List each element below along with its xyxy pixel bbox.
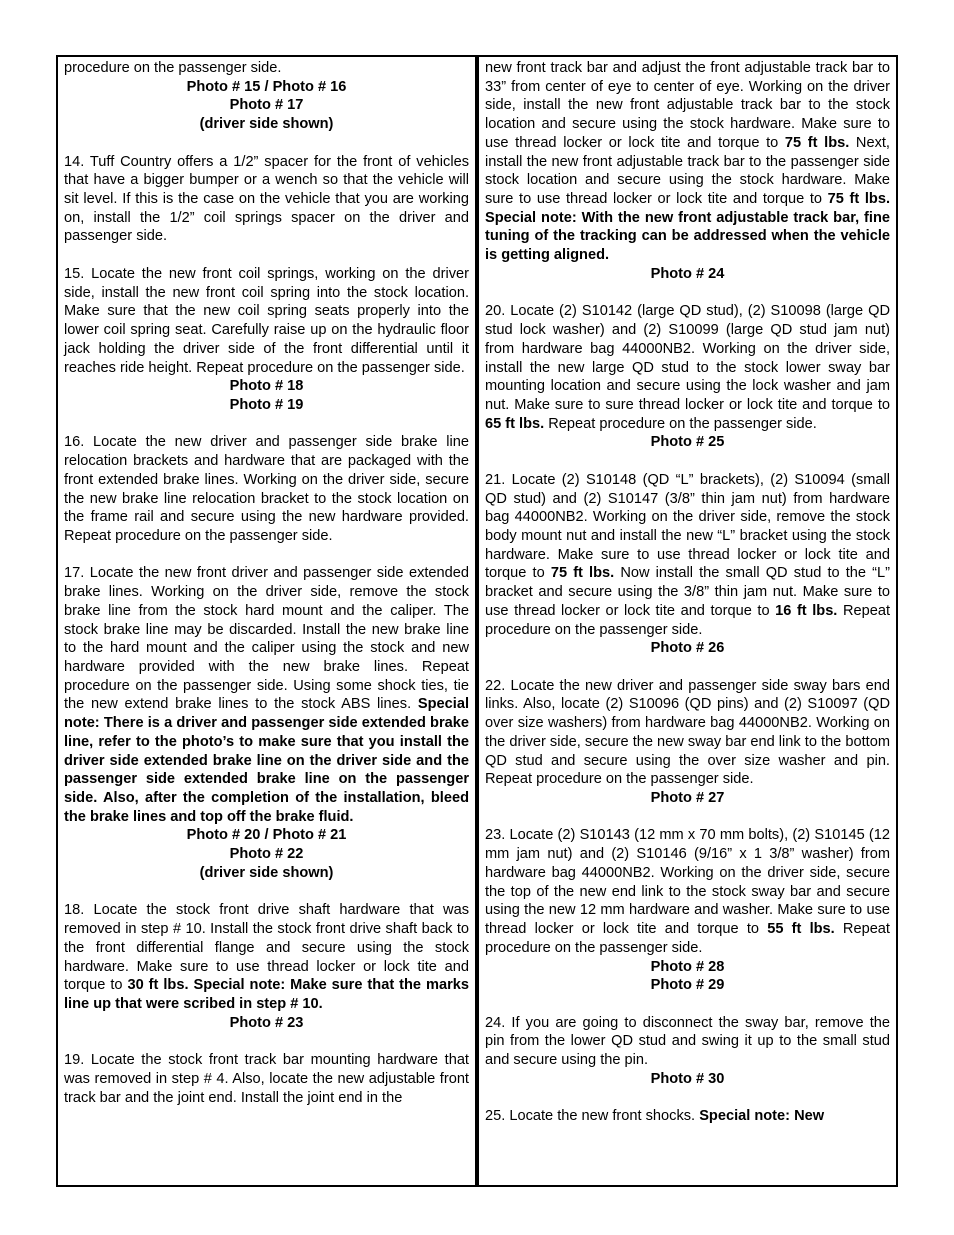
section-19-continued xyxy=(485,59,890,284)
step-18-torque: 30 ft lbs. xyxy=(127,977,189,994)
photo-caption: Photo # 15 / Photo # 16 xyxy=(186,78,347,95)
left-column xyxy=(64,59,469,1107)
section-24 xyxy=(485,1014,890,1089)
photo-caption: Photo # 26 xyxy=(650,640,725,657)
step-25 xyxy=(485,1107,890,1126)
special-note: Special note: With the new front adjustable track bar, fine tuning of the tracking can be addressed when the vehicle is getting aligned. xyxy=(485,209,890,264)
photo-caption: Photo # 27 xyxy=(650,790,725,807)
step-21-end: Repeat procedure on the passenger side. xyxy=(485,602,890,638)
photo-caption: Photo # 20 / Photo # 21 xyxy=(186,827,347,844)
continued-text-b: Next, install the new front adjustable track bar to the passenger side stock location and secure using the stock hardware. Make sure to use thread locker or lock tite and torque to xyxy=(485,134,890,208)
step-21-torque-2: 16 ft lbs. xyxy=(775,602,838,619)
photo-caption: Photo # 30 xyxy=(650,1070,725,1087)
step-21-torque-1: 75 ft lbs. xyxy=(550,565,615,582)
section-18 xyxy=(64,901,469,1032)
step-14: 14. Tuff Country offers a 1/2” spacer for the front of vehicles that have a bigger bumper or a wench so that the vehicle will sit level. If this is the case on the vehicle that you are working on, install the 1/2” coil springs spacer on the driver and passenger side. xyxy=(64,153,469,245)
continued-text-a: new front track bar and adjust the front adjustable track bar to 33” from center of eye to center of eye. Working on the driver side, install the new front adjustable track bar to the stock location and secure using the stock hardware. Make sure to use thread locker or lock tite and torque to xyxy=(485,60,890,151)
section-23 xyxy=(485,826,890,994)
step-21-mid: Now install the small QD stud to the “L” bracket and secure using the 3/8” thin jam nut. Make sure to use thread locker or lock tite and torque to xyxy=(485,565,890,619)
continued-text xyxy=(485,59,890,265)
step-19: 19. Locate the stock front track bar mounting hardware that was removed in step # 4. Also, locate the new adjustable front track bar and the joint end. Install the joint end in the xyxy=(64,1052,469,1106)
section-21 xyxy=(485,471,890,658)
section-17 xyxy=(64,564,469,882)
step-17-note: Special note: There is a driver and passenger side extended brake line, refer to the photo’s to make sure that you install the driver side extended brake line on the driver side and the passenger side extended brake line on the passenger side. Also, after the completion of the installation, bleed the brake lines and top off the brake fluid. xyxy=(64,696,469,825)
torque-value: 75 ft lbs. xyxy=(784,134,850,151)
step-23 xyxy=(485,826,890,957)
step-23-torque: 55 ft lbs. xyxy=(767,921,835,938)
section-continued xyxy=(64,59,469,134)
photo-caption: Photo # 22 xyxy=(229,846,304,863)
step-16: 16. Locate the new driver and passenger side brake line relocation brackets and hardware that are packaged with the front extended brake lines. Working on the driver side, secure the new brake line relocation bracket to the stock location on the frame rail and secure using the new hardware provided. Repeat procedure on the passenger side. xyxy=(64,434,469,544)
section-15 xyxy=(64,265,469,415)
photo-caption: Photo # 29 xyxy=(650,977,725,994)
step-17-text: 17. Locate the new front driver and passenger side extended brake lines. Working on the driver side, remove the stock brake line from the stock hard mount and the caliper. The stock brake line may be discarded. Install the new brake line to the hard mount and the caliper using the stock and new hardware provided with the new brake lines. Repeat procedure on the passenger side. Using some shock ties, tie the new extend brake lines to the stock ABS lines. xyxy=(64,565,469,713)
step-24: 24. If you are going to disconnect the sway bar, remove the pin from the lower QD stud and swing it up to the small stud and secure using the pin. xyxy=(485,1014,890,1069)
step-22: 22. Locate the new driver and passenger side sway bars end links. Also, locate (2) S10096 (QD pins) and (2) S10097 (QD over size washers) from hardware bag 44000NB2. Working on the driver side, secure the new sway bar end link to the bottom QD stud and secure using the over size washer and pin. Repeat procedure on the passenger side. xyxy=(485,677,890,788)
photo-caption: Photo # 23 xyxy=(229,1014,304,1031)
step-18 xyxy=(64,901,469,1013)
photo-caption: Photo # 17 xyxy=(229,97,304,114)
photo-caption: Photo # 25 xyxy=(650,434,725,451)
photo-caption: Photo # 24 xyxy=(650,265,725,282)
torque-value: 75 ft lbs. xyxy=(827,191,890,208)
step-21 xyxy=(485,471,890,639)
photo-caption: (driver side shown) xyxy=(199,116,334,133)
section-20 xyxy=(485,302,890,452)
step-18-text: 18. Locate the stock front drive shaft hardware that was removed in step # 10. Install the stock front drive shaft back to the front differential flange and secure using the stock hardware. Make sure to use thread locker or lock tite and torque to xyxy=(64,902,469,994)
photo-caption: Photo # 18 xyxy=(229,378,304,395)
column-divider xyxy=(475,55,479,1187)
step-20 xyxy=(485,302,890,433)
photo-caption: Photo # 19 xyxy=(229,396,304,413)
step-17 xyxy=(64,564,469,826)
step-20-end: Repeat procedure on the passenger side. xyxy=(548,415,817,432)
step-20-torque: 65 ft lbs. xyxy=(485,415,545,432)
step-15: 15. Locate the new front coil springs, working on the driver side, install the new front coil spring into the stock location. Make sure that the new coil spring seats properly into the lower coil spring seat. Carefully raise up on the hydraulic floor jack holding the driver side of the front differential until it reaches ride height. Repeat procedure on the passenger side. xyxy=(64,265,469,376)
photo-caption: (driver side shown) xyxy=(199,864,334,881)
step-18-note: Special note: Make sure that the marks line up that were scribed in step # 10. xyxy=(64,977,470,1012)
continued-text: procedure on the passenger side. xyxy=(64,60,282,76)
photo-caption: Photo # 28 xyxy=(650,958,725,975)
step-20-text: 20. Locate (2) S10142 (large QD stud), (2) S10098 (large QD stud lock washer) and (2) S10099 (large QD stud jam nut) from hardware bag 44000NB2. Working on the driver side, install the new large QD stud to the stock lower sway bar mounting location and secure using the lock washer and jam nut. Make sure to sure thread locker or lock tite and torque to xyxy=(485,303,890,413)
right-column xyxy=(485,59,890,1126)
section-22 xyxy=(485,677,890,808)
step-23-text: 23. Locate (2) S10143 (12 mm x 70 mm bolts), (2) S10145 (12 mm jam nut) and (2) S10146 (9/16” x 1 3/8” washer) from hardware bag 44000NB2. Working on the driver side, secure the top of the new end link to the stock sway bar and secure using the new 12 mm hardware and washer. Make sure to use thread locker or lock tite and torque to xyxy=(485,827,890,938)
step-21-text: 21. Locate (2) S10148 (QD “L” brackets), (2) S10094 (small QD stud) and (2) S10147 (3/8” thin jam nut) from hardware bag 44000NB2. Working on the driver side, remove the stock body mount nut and install the new “L” bracket using the stock hardware. Make sure to use thread locker or lock tite and torque to xyxy=(485,471,890,582)
step-23-end: Repeat procedure on the passenger side. xyxy=(485,921,890,956)
step-25-text: 25. Locate the new front shocks. xyxy=(485,1108,696,1125)
step-25-note: Special note: New xyxy=(699,1108,825,1125)
